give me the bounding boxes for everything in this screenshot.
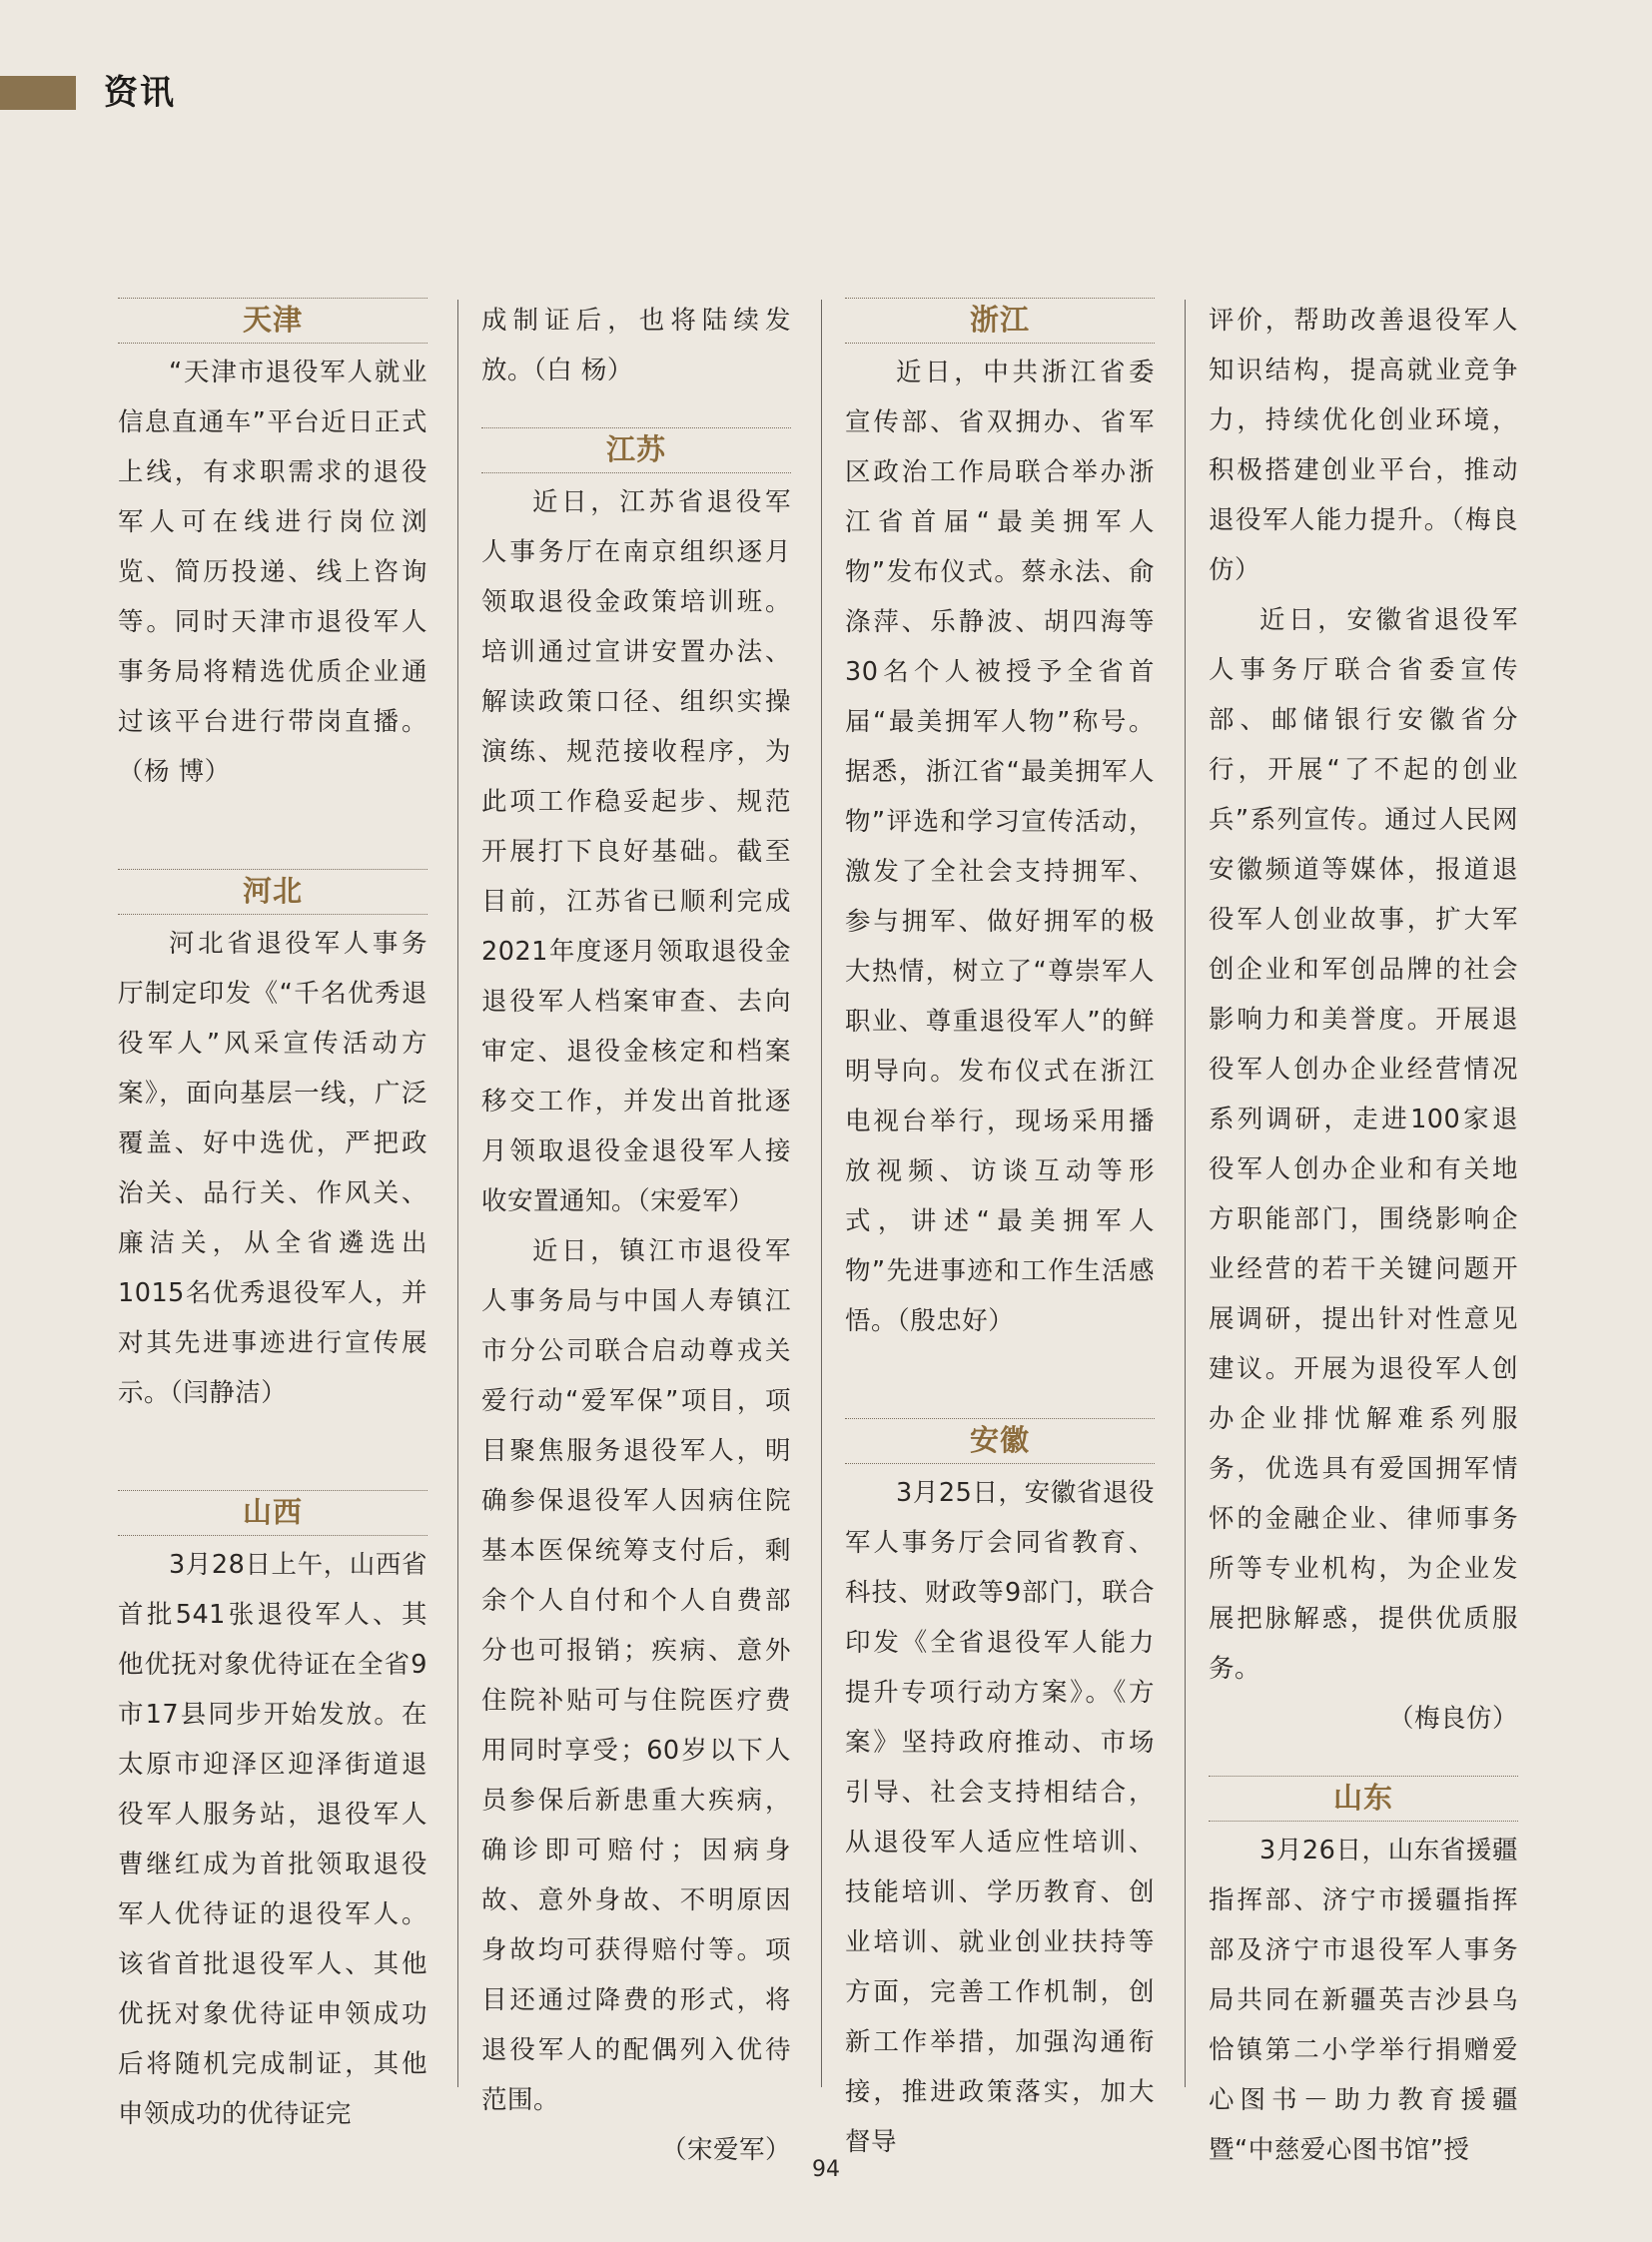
article-paragraph: 近日，镇江市退役军人事务局与中国人寿镇江市分公司联合启动尊戎关爱行动“爱军保”项目，项目聚焦服务退役军人，明确参保退役军人因病住院基本医保统筹支付后，剩余个人自付和个人自费部分也可报销；疾病、意外住院补贴可与住院医疗费用同时享受；60岁以下人员参保后新患重大疾病，确诊即可赔付；因病身故、意外身故、不明原因身故均可获得赔付等。项目还通过降费的形式，将退役军人的配偶列入优待范围。 xyxy=(481,1236,791,2115)
article-paragraph: 近日，江苏省退役军人事务厅在南京组织逐月领取退役金政策培训班。培训通过宣讲安置办法、解读政策口径、组织实操演练、规范接收程序，为此项工作稳妥起步、规范开展打下良好基础。截至目前，江苏省已顺利完成2021年度逐月领取退役金退役军人档案审查、去向审定、退役金核定和档案移交工作，并发出首批逐月领取退役金退役军人接收安置通知。（宋爱军） xyxy=(481,487,791,1216)
region-heading-zhejiang: 浙江 xyxy=(845,298,1155,344)
section-color-tab xyxy=(0,76,76,110)
article-paragraph: 近日，安徽省退役军人事务厅联合省委宣传部、邮储银行安徽省分行，开展“了不起的创业兵”系列宣传。通过人民网安徽频道等媒体，报道退役军人创业故事，扩大军创企业和军创品牌的社会影响力和美誉度。开展退役军人创办企业经营情况系列调研，走进100家退役军人创办企业和有关地方职能部门，围绕影响企业经营的若干关键问题开展调研，提出针对性意见建议。开展为退役军人创办企业排忧解难系列服务，优选具有爱国拥军情怀的金融企业、律师事务所等专业机构，为企业发展把脉解惑，提供优质服务。 xyxy=(1209,605,1518,1684)
article-column-1 xyxy=(118,296,427,2139)
region-heading-anhui: 安徽 xyxy=(845,1418,1155,1464)
region-heading-shanxi: 山西 xyxy=(118,1490,427,1536)
article-paragraph: 3月26日，山东省援疆指挥部、济宁市援疆指挥部及济宁市退役军人事务局共同在新疆英吉沙县乌恰镇第二小学举行捐赠爱心图书－助力教育援疆暨“中慈爱心图书馆”授 xyxy=(1209,1836,1518,2165)
column-divider xyxy=(1185,300,1186,2087)
article-paragraph: 3月25日，安徽省退役军人事务厅会同省教育、科技、财政等9部门，联合印发《全省退役军人能力提升专项行动方案》。《方案》坚持政府推动、市场引导、社会支持相结合，从退役军人适应性培训、技能培训、学历教育、创业培训、就业创业扶持等方面，完善工作机制，创新工作举措，加强沟通衔接，推进政策落实，加大督导 xyxy=(845,1478,1155,2157)
region-heading-hebei: 河北 xyxy=(118,869,427,915)
column-divider xyxy=(457,300,458,2087)
article-column-2 xyxy=(481,296,791,2175)
article-paragraph: 河北省退役军人事务厅制定印发《“千名优秀退役军人”风采宣传活动方案》，面向基层一线，广泛覆盖、好中选优，严把政治关、品行关、作风关、廉洁关，从全省遴选出1015名优秀退役军人，并对其先进事迹进行宣传展示。（闫静洁） xyxy=(118,929,427,1408)
region-heading-jiangsu: 江苏 xyxy=(481,427,791,473)
article-paragraph: 近日，中共浙江省委宣传部、省双拥办、省军区政治工作局联合举办浙江省首届“最美拥军人物”发布仪式。蔡永法、俞涤萍、乐静波、胡四海等30名个人被授予全省首届“最美拥军人物”称号。据悉，浙江省“最美拥军人物”评选和学习宣传活动，激发了全社会支持拥军、参与拥军、做好拥军的极大热情，树立了“尊崇军人职业、尊重退役军人”的鲜明导向。发布仪式在浙江电视台举行，现场采用播放视频、访谈互动等形式，讲述“最美拥军人物”先进事迹和工作生活感悟。（殷忠好） xyxy=(845,358,1155,1336)
byline: （宋爱军） xyxy=(660,2135,791,2165)
article-column-4 xyxy=(1209,296,1518,2175)
column-divider xyxy=(821,300,822,2087)
article-paragraph: “天津市退役军人就业信息直通车”平台近日正式上线，有求职需求的退役军人可在线进行岗位浏览、简历投递、线上咨询等。同时天津市退役军人事务局将精选优质企业通过该平台进行带岗直播。（杨 博） xyxy=(118,358,427,787)
page-number: 94 xyxy=(812,2157,840,2182)
region-heading-shandong: 山东 xyxy=(1209,1776,1518,1822)
article-column-3 xyxy=(845,296,1155,2167)
byline: （梅良仿） xyxy=(1387,1704,1518,1734)
region-heading-tianjin: 天津 xyxy=(118,298,427,344)
article-paragraph-continued: 评价，帮助改善退役军人知识结构，提高就业竞争力，持续优化创业环境，积极搭建创业平台，推动退役军人能力提升。（梅良仿） xyxy=(1209,306,1518,585)
article-paragraph: 3月28日上午，山西省首批541张退役军人、其他优抚对象优待证在全省9市17县同步开始发放。在太原市迎泽区迎泽街道退役军人服务站，退役军人曹继红成为首批领取退役军人优待证的退役军人。该省首批退役军人、其他优抚对象优待证申领成功后将随机完成制证，其他申领成功的优待证完 xyxy=(118,1550,427,2129)
article-paragraph-continued: 成制证后，也将陆续发放。（白 杨） xyxy=(481,306,791,385)
section-title: 资讯 xyxy=(104,73,176,113)
